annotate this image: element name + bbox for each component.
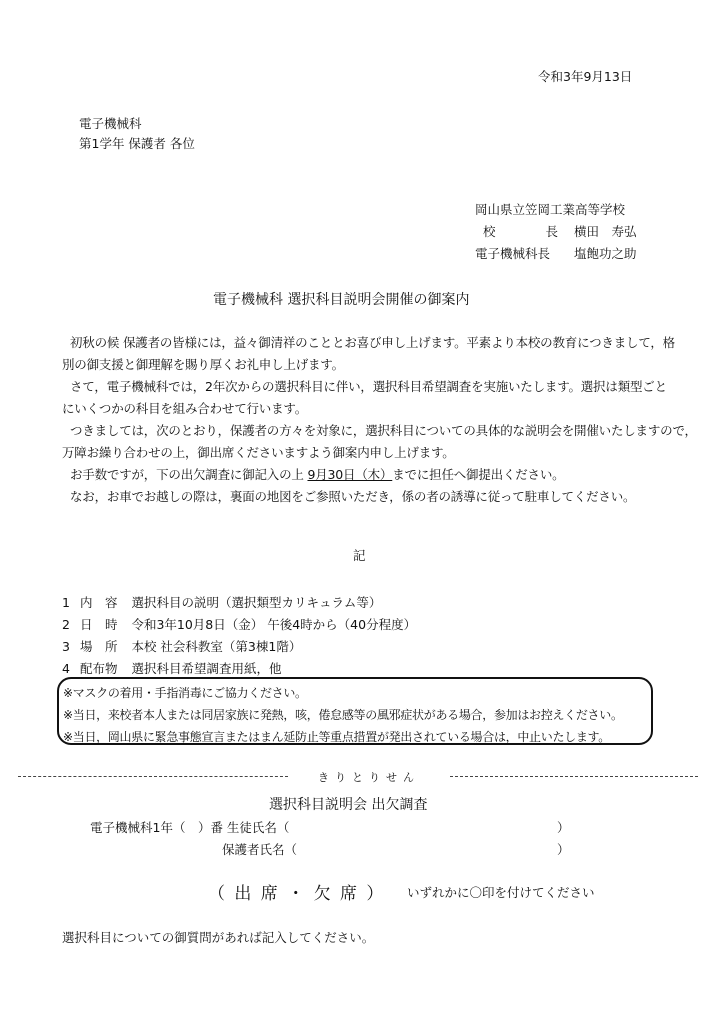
item-value: 選択科目の説明（選択類型カリキュラム等） (131, 595, 382, 610)
body-p1-line1: 初秋の候 保護者の皆様には，益々御清祥のこととお喜び申し上げます。平素より本校の教育につきまして，格 (70, 335, 675, 350)
item-row (62, 637, 301, 655)
body-p2-line1: さて，電子機械科では，2年次からの選択科目に伴い，選択科目希望調査を実施いたします。選択は類型ごと (70, 379, 667, 394)
item-label: 内 容 (79, 595, 118, 610)
item-value: 選択科目希望調査用紙，他 (131, 661, 282, 676)
attendance-instruction: いずれかに〇印を付けてください (407, 885, 595, 900)
note-line: ※当日，岡山県に緊急事態宣言またはまん延防止等重点措置が発出されている場合は，中止いたします。 (63, 730, 610, 744)
sender-principal-title: 校 長 (483, 224, 559, 239)
recipient-audience: 第1学年 保護者 各位 (79, 136, 195, 151)
sender-principal-name: 横田 寿弘 (574, 224, 637, 239)
item-number: 2 (62, 617, 70, 632)
attendance-choice[interactable]: （ 出 席 ・ 欠 席 ） (208, 884, 386, 904)
body-p1-line2: 別の御支援と御理解を賜り厚くお礼申し上げます。 (62, 357, 344, 372)
item-label: 場 所 (79, 639, 118, 654)
student-name-line: 電子機械科1年（ ）番 生徒氏名（ (90, 820, 290, 835)
guardian-name-field[interactable] (300, 840, 554, 856)
cut-dash-right (450, 776, 698, 777)
body-p5: なお，お車でお越しの際は，裏面の地図をご参照いただき，係の者の誘導に従って駐車してください。 (70, 489, 636, 504)
item-value: 令和3年10月8日（金） 午後4時から（40分程度） (131, 617, 417, 632)
form-title: 選択科目説明会 出欠調査 (269, 797, 428, 813)
document-title: 電子機械科 選択科目説明会開催の御案内 (213, 292, 470, 308)
guardian-name-close: ） (557, 842, 570, 857)
item-label: 日 時 (79, 617, 118, 632)
note-line: ※マスクの着用・手指消毒にご協力ください。 (63, 686, 307, 700)
body-p4-post: までに担任へ御提出ください。 (392, 467, 565, 482)
item-value: 本校 社会科教室（第3棟1階） (131, 639, 302, 654)
body-p3-line2: 万障お繰り合わせの上，御出席くださいますよう御案内申し上げます。 (62, 445, 455, 460)
item-number: 1 (62, 595, 70, 610)
questions-field[interactable] (62, 948, 658, 1008)
item-row (62, 615, 416, 633)
note-line: ※当日，来校者本人または同居家族に発熱，咳，倦怠感等の風邪症状がある場合，参加はお控えください。 (63, 708, 623, 722)
body-p3-line1: つきましては，次のとおり，保護者の方々を対象に，選択科目についての具体的な説明会を開催いたしますので， (70, 423, 697, 438)
document-date: 令和3年9月13日 (538, 69, 633, 84)
item-number: 4 (62, 661, 70, 676)
guardian-name-line: 保護者氏名（ (222, 842, 298, 857)
item-label: 配布物 (79, 661, 118, 676)
questions-prompt: 選択科目についての御質問があれば記入してください。 (62, 930, 375, 945)
deadline-date: 9月30日（木） (307, 467, 393, 482)
body-p4-pre: お手数ですが，下の出欠調査に御記入の上 (70, 467, 308, 482)
cut-dash-left (18, 776, 288, 777)
sender-school: 岡山県立笠岡工業高等学校 (475, 202, 626, 217)
sender-head-name: 塩飽功之助 (574, 246, 637, 261)
item-number: 3 (62, 639, 70, 654)
ki-heading: 記 (353, 548, 366, 563)
cut-line (18, 769, 698, 783)
cut-line-label: きりとりせん (318, 771, 420, 784)
recipient-dept: 電子機械科 (79, 116, 142, 131)
item-row (62, 659, 281, 677)
student-name-field[interactable] (304, 818, 554, 834)
body-p4 (70, 465, 564, 483)
student-name-close: ） (557, 820, 570, 835)
item-row (62, 593, 381, 611)
body-p2-line2: にいくつかの科目を組み合わせて行います。 (62, 401, 308, 416)
sender-head-title: 電子機械科長 (475, 246, 551, 261)
